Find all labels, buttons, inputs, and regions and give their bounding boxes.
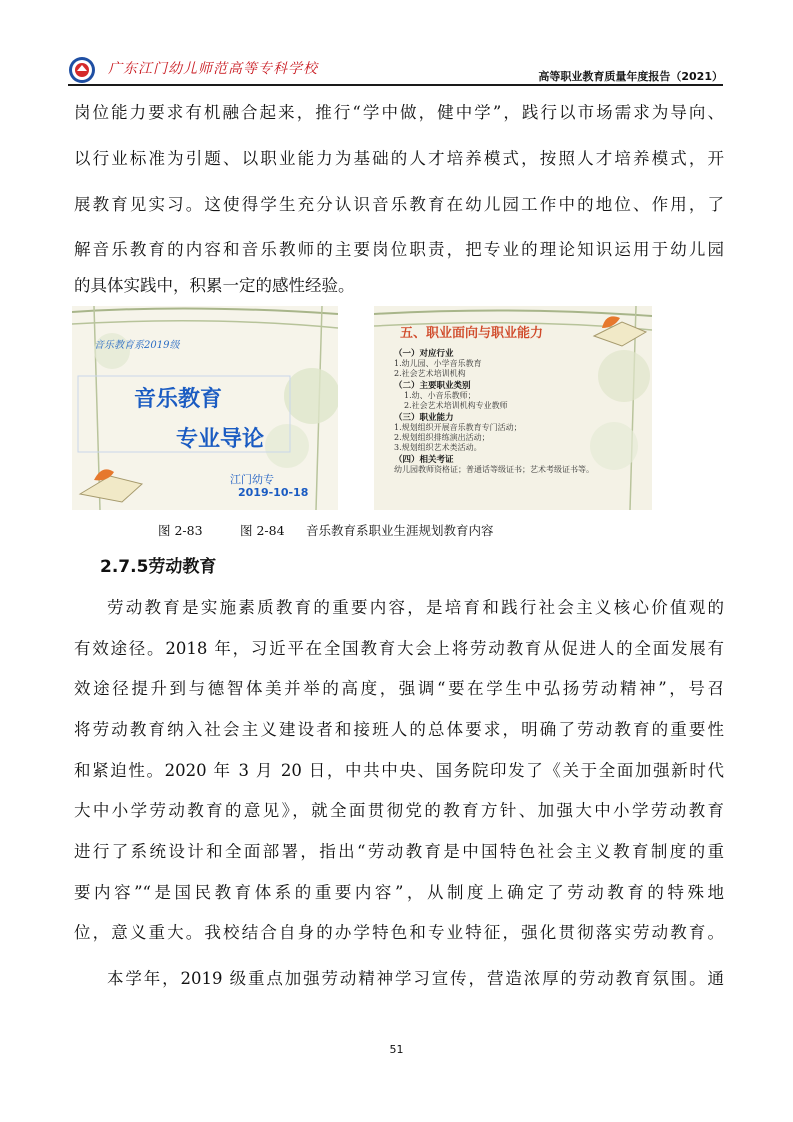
text-line: 和紧迫性。2020 年 3 月 20 日，中共中央、国务院印发了《关于全面加强新时代 (74, 761, 724, 780)
slide-line: 1.幼儿园、小学音乐教育 (394, 359, 482, 368)
school-logo-icon (68, 56, 96, 84)
slide-line: 1.规划组织开展音乐教育专门活动； (394, 423, 522, 432)
text-line: 将劳动教育纳入社会主义建设者和接班人的总体要求，明确了劳动教育的重要性 (74, 720, 724, 739)
slide-line: 1.幼、小音乐教师； (404, 391, 476, 400)
slide-line: 3.规划组织艺术类活动。 (394, 443, 482, 452)
slide-line: 2.社会艺术培训机构 (394, 369, 466, 378)
slide-line: （一）对应行业 (394, 349, 454, 359)
slide-title-line1: 音乐教育 (134, 387, 223, 412)
figure-slide-career-ability (374, 306, 652, 510)
school-name: 广东江门幼儿师范高等专科学校 (108, 61, 318, 77)
figure-caption-b: 图 2-84 (240, 523, 285, 538)
page-number: 51 (389, 1043, 404, 1056)
text-line: 以行业标准为引题、以职业能力为基础的人才培养模式，按照人才培养模式，开 (74, 149, 724, 168)
slide-line: 2.规划组织排练演出活动； (394, 433, 490, 442)
slide-heading: 五、职业面向与职业能力 (400, 326, 544, 341)
figure-caption-a: 图 2-83 (158, 523, 203, 538)
slide-line: （四）相关考证 (394, 455, 454, 465)
text-line: 要内容”“是国民教育体系的重要内容”，从制度上确定了劳动教育的特殊地 (74, 883, 724, 902)
text-line: 位，意义重大。我校结合自身的办学特色和专业特征，强化贯彻落实劳动教育。 (74, 923, 724, 942)
text-line: 有效途径。2018 年，习近平在全国教育大会上将劳动教育从促进人的全面发展有 (74, 639, 724, 658)
slide-line: 2.社会艺术培训机构专业教师 (404, 401, 508, 410)
text-line: 效途径提升到与德智体美并举的高度，强调“要在学生中弘扬劳动精神”，号召 (74, 679, 724, 698)
text-line: 劳动教育是实施素质教育的重要内容，是培育和践行社会主义核心价值观的 (107, 598, 724, 617)
slide-school: 江门幼专 (230, 473, 274, 486)
text-line: 大中小学劳动教育的意见》，就全面贯彻党的教育方针、加强大中小学劳动教育 (74, 801, 724, 820)
text-line: 本学年，2019 级重点加强劳动精神学习宣传，营造浓厚的劳动教育氛围。通 (107, 969, 724, 988)
slide-line: （二）主要职业类别 (394, 381, 471, 391)
figure-slide-major-intro (72, 306, 338, 510)
slide-title-line2: 专业导论 (176, 427, 265, 452)
text-line: 岗位能力要求有机融合起来，推行“学中做，健中学”，践行以市场需求为导向、 (74, 103, 724, 122)
text-line: 的具体实践中，积累一定的感性经验。 (74, 276, 355, 295)
section-heading: 2.7.5劳动教育 (100, 557, 217, 577)
slide-line: （三）职业能力 (394, 413, 454, 423)
header-divider (68, 84, 723, 86)
report-title: 高等职业教育质量年度报告（2021） (538, 70, 723, 83)
figure-caption-text: 音乐教育系职业生涯规划教育内容 (306, 523, 494, 538)
page-header (68, 54, 723, 84)
text-line: 解音乐教育的内容和音乐教师的主要岗位职责，把专业的理论知识运用于幼儿园 (74, 240, 724, 259)
slide-date: 2019-10-18 (238, 486, 309, 499)
text-line: 进行了系统设计和全面部署，指出“劳动教育是中国特色社会主义教育制度的重 (74, 842, 724, 861)
text-line: 展教育见实习。这使得学生充分认识音乐教育在幼儿园工作中的地位、作用，了 (74, 195, 724, 214)
slide-top-label: 音乐教育系2019级 (94, 340, 180, 351)
slide-line: 幼儿园教师资格证；普通话等级证书；艺术考级证书等。 (394, 465, 594, 474)
